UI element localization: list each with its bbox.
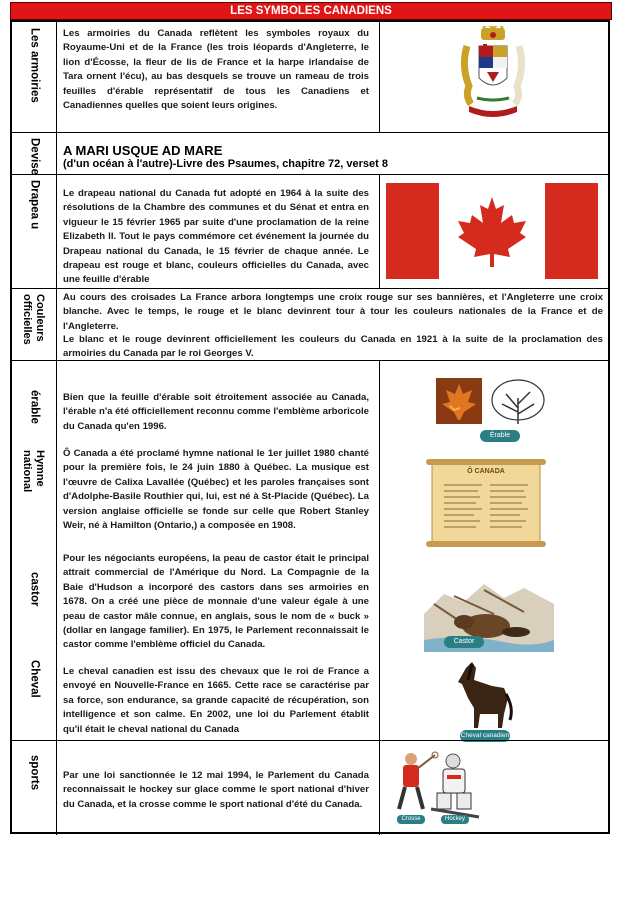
symbols-table xyxy=(10,20,610,834)
text-drapeau: Le drapeau national du Canada fut adopté en 1964 à la suite des résolutions de la Chambre des communes et du Sénat et entra en vigueur le 15 février 1965 par suite d'une proclamation de la reine Elizabeth II. Tout le pays commémore cet événement la journée du Drapeau national du Canada, le 15 février de chaque année. Le drapeau est rouge et blanc, couleurs officielles du Canada, avec une feuille d'érable xyxy=(63,188,369,286)
caption-hockey: Hockey xyxy=(444,816,465,822)
scroll-title: Ô CANADA xyxy=(467,468,505,475)
anthem-scroll-image xyxy=(424,457,548,549)
label-armoiries: Les armoiries xyxy=(28,28,41,103)
label-erable: érable xyxy=(28,390,41,424)
beaver-image xyxy=(424,574,554,652)
text-castor: Pour les négociants européens, la peau de castor était le principal attrait commercial de l'Amérique du Nord. La Compagnie de la Baie d'Hudson a incorporé des castors dans ses armoiries en 1678. On a créé une pièce de monnaie d'une valeur égale à une peau de castor mâle connue, en anglais, sous le nom de « buck » (dollar en langage familier). En 1975, le Parlement reconnaissait le castor comme l'emblème officiel du Canada. xyxy=(63,553,369,651)
text-couleurs-2: Le blanc et le rouge devinrent officiellement les couleurs du Canada en 1921 à la suite de la proclamation des armoiries du Canada par le roi Georges V. xyxy=(63,334,603,360)
side-cheval xyxy=(12,652,56,742)
caption-erable: Érable xyxy=(489,432,511,439)
text-armoiries: Les armoiries du Canada reflètent les symboles royaux du Royaume-Uni et de la France (les trois léopards d'Angleterre, le lion d'Écosse, la fleur de lis de France et la harpe irlandaise de Tara ornent l'écu), au bas desquels se trouve un rameau de trois feuilles d'érable représentatif de tous les Canadiens et Canadiennes quelles que soient leurs origines. xyxy=(63,28,369,112)
motto-translation: (d'un océan à l'autre)-Livre des Psaumes, chapitre 72, verset 8 xyxy=(63,158,388,170)
row-armoiries xyxy=(12,22,608,133)
label-couleurs: Couleurs xyxy=(34,294,46,342)
text-couleurs-1: Au cours des croisades La France arbora longtemps une croix rouge sur ses bannières, et l'Angleterre une croix blanche. Avec le temps, le rouge et le blanc devinrent tour à tour les couleurs nationales de la France et de l'Angleterre. xyxy=(63,292,603,332)
horse-image xyxy=(452,658,516,742)
maple-image xyxy=(436,378,548,446)
text-erable: Bien que la feuille d'érable soit étroitement associée au Canada, l'érable n'a été officiellement reconnu comme l'emblème arboricole du Canada qu'en 1996. xyxy=(63,392,369,432)
coat-of-arms-image xyxy=(457,26,529,124)
side-hymne xyxy=(12,442,56,552)
text-sports: Par une loi sanctionnée le 12 mai 1994, le Parlement du Canada reconnaissait le hockey sur glace comme le sport national d'hiver du Canada, et la crosse comme le sport national d'été du Canada. xyxy=(63,770,369,810)
label-national: national xyxy=(21,450,33,493)
row-couleurs xyxy=(12,288,608,361)
label-castor: castor xyxy=(28,572,41,607)
canada-flag-image xyxy=(386,183,598,279)
label-drapeau: Drapea u xyxy=(28,180,41,230)
caption-castor: Castor xyxy=(453,638,475,645)
caption-cheval: Cheval canadien xyxy=(460,732,510,739)
label-cheval: Cheval xyxy=(28,660,41,698)
label-devise: Devise xyxy=(28,138,41,176)
row-drapeau xyxy=(12,174,608,289)
caption-crosse: Crosse xyxy=(401,816,421,822)
side-erable xyxy=(12,360,56,442)
label-sports: sports xyxy=(28,755,41,791)
sports-image xyxy=(387,747,483,825)
text-hymne: Ô Canada a été proclamé hymne national le 1er juillet 1980 chanté pour la première fois, le 24 juin 1880 à Québec. La musique est l'œuvre de Calixa Lavallée (Québec) et les paroles françaises sont d'Adolphe-Basile Routhier qui, lui, est né à St-Placide (Québec). La version anglaise officielle se fonde sur celle que Robert Stanley Weir, né à Hamilton (Ontario,) a composée en 1908. xyxy=(63,448,369,532)
text-cheval: Le cheval canadien est issu des chevaux que le roi de France a envoyé en Nouvelle-France en 1665. Cette race se caractérise par sa force, son endurance, sa grande capacité de récupération, son intelligence et son calme. En 2002, une loi du Parlement établit qu'il était le cheval national du Canada xyxy=(63,666,369,735)
page-title: LES SYMBOLES CANADIENS xyxy=(10,2,612,20)
label-hymne: Hymne xyxy=(34,450,46,487)
motto-latin: A MARI USQUE AD MARE xyxy=(63,143,223,158)
side-castor xyxy=(12,552,56,662)
row-sports xyxy=(12,740,608,835)
label-officielles: officielles xyxy=(21,294,33,345)
